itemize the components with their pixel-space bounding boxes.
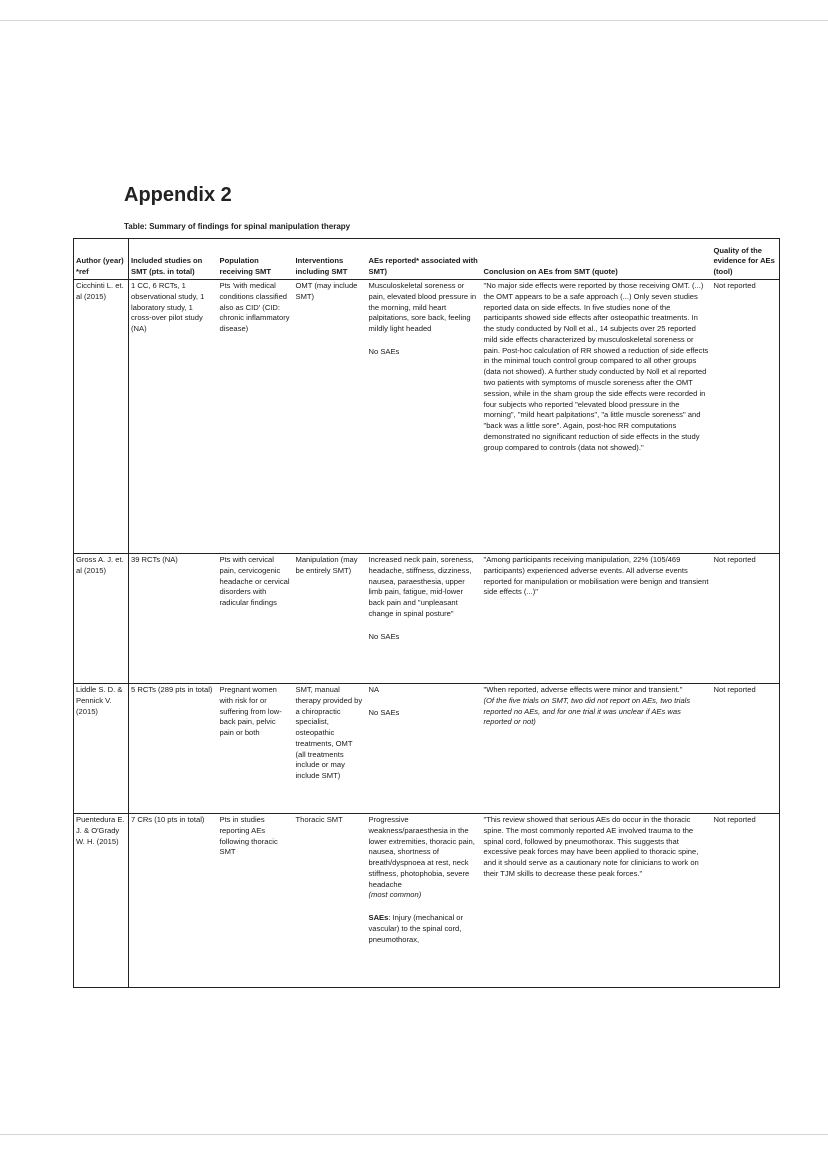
page-title: Appendix 2 — [124, 184, 232, 206]
conclusion-note: (Of the five trials on SMT, two did not report on AEs, two trials reported no AEs, and for one trial it was unclear if AEs was reported or not) — [483, 695, 691, 727]
cell-quality: Not reported — [712, 280, 780, 554]
cell-interventions: SMT, manual therapy provided by a chiropractic specialist, osteopathic treatments, OMT (all treatments include or may include SMT) — [294, 684, 367, 814]
cell-author: Liddle S. D. & Pennick V. (2015) — [74, 684, 129, 814]
table-caption: Table: Summary of findings for spinal manipulation therapy — [124, 222, 351, 231]
col-interventions: Interventions including SMT — [294, 239, 367, 280]
cell-population: Pts with cervical pain, cervicogenic headache or cervical disorders with radicular findings — [218, 554, 294, 684]
cell-author: Gross A. J. et. al (2015) — [74, 554, 129, 684]
saes-text: No SAEs — [368, 707, 400, 717]
table-row — [74, 814, 780, 988]
top-rule — [0, 20, 828, 21]
saes-detail: : Injury (mechanical or vascular) to the spinal cord, pneumothorax, — [368, 913, 464, 944]
conclusion-quote: "When reported, adverse effects were minor and transient." — [483, 685, 683, 694]
cell-interventions: OMT (may include SMT) — [294, 280, 367, 554]
table-row — [74, 554, 780, 684]
cell-studies: 1 CC, 6 RCTs, 1 observational study, 1 laboratory study, 1 cross-over pilot study (NA) — [129, 280, 218, 554]
cell-conclusion: "This review showed that serious AEs do occur in the thoracic spine. The most commonly reported AE involved trauma to the spinal cord, followed by pneumothorax. This suggests that excessive peak forces may have been applied to thoracic spine, and it should serve as a cautionary note for clinicians to work on their TJM skills to decrease these peak forces." — [483, 815, 699, 878]
cell-aes — [367, 280, 482, 554]
cell-aes — [367, 814, 482, 988]
saes-text: No SAEs — [368, 631, 400, 641]
table-header-row — [74, 239, 780, 280]
cell-interventions: Manipulation (may be entirely SMT) — [294, 554, 367, 684]
cell-conclusion: "Among participants receiving manipulation, 22% (105/469 participants) experienced adverse events. All adverse events reported for manipulation or mobilisation were benign and transient side effects (...)" — [482, 554, 712, 684]
cell-population: Pts 'with medical conditions classified also as CID' (CID: chronic inflammatory disease) — [218, 280, 294, 554]
aes-text: Increased neck pain, soreness, headache, stiffness, dizziness, nausea, paraesthesia, upper limb pain, fatigue, mid-lower back pain and "unpleasant change in spinal posture" — [368, 555, 474, 618]
cell-population: Pts in studies reporting AEs following thoracic SMT — [219, 815, 278, 857]
aes-text: NA — [368, 685, 380, 694]
aes-note: (most common) — [368, 890, 422, 900]
table-row — [74, 280, 780, 554]
cell-population: Pregnant women with risk for or suffering from low-back pain, pelvic pain or both — [218, 684, 294, 814]
cell-studies: 39 RCTs (NA) — [129, 554, 218, 684]
col-author: Author (year) *ref — [74, 239, 129, 280]
cell-studies: 7 CRs (10 pts in total) — [131, 815, 205, 824]
cell-author: Puentedura E. J. & O'Grady W. H. (2015) — [74, 814, 129, 988]
col-aes: AEs reported* associated with SMT) — [367, 239, 482, 280]
cell-quality: Not reported — [712, 554, 780, 684]
cell-conclusion — [482, 684, 712, 814]
cell-quality: Not reported — [713, 815, 756, 824]
aes-text: Progressive weakness/paraesthesia in the lower extremities, thoracic pain, nausea, shortness of breath/dyspnoea at rest, neck stiffness, photophobia, severe headache — [368, 815, 475, 889]
cell-author: Cicchinti L. et. al (2015) — [74, 280, 129, 554]
cell-aes — [367, 684, 482, 814]
col-conclusion: Conclusion on AEs from SMT (quote) — [482, 239, 712, 280]
col-population: Population receiving SMT — [218, 239, 294, 280]
col-quality: Quality of the evidence for AEs (tool) — [712, 239, 780, 280]
cell-studies: 5 RCTs (289 pts in total) — [129, 684, 218, 814]
table-row — [74, 684, 780, 814]
col-studies: Included studies on SMT (pts. in total) — [129, 239, 218, 280]
saes-label: SAEs — [368, 913, 389, 923]
cell-interventions: Thoracic SMT — [295, 815, 343, 824]
aes-text: Musculoskeletal soreness or pain, elevated blood pressure in the morning, mild heart palpitations, sore back, feeling mildly light headed — [368, 281, 477, 334]
cell-quality: Not reported — [712, 684, 780, 814]
saes-text — [369, 913, 480, 945]
cell-aes — [367, 554, 482, 684]
cell-conclusion: "No major side effects were reported by those receiving OMT. (...) the OMT appears to be a safe approach (...) Only seven studies reported data on side effects. In five studies none of the participants showed side effects after osteopathic treatments. In the study conducted by Noll et al., 14 subjects over 25 reported mild side effects characterized by musculoskeletal soreness or pain. Post-hoc calculation of RR showed a reduction of side effects in the minimal touch control group compared to all other groups (data not showed). A further study conducted by Noll et al reported two patients with symptoms of muscle soreness after the OMT session, while in the sham group the side effects were recorded in four subjects who reported "elevated blood pressure in the morning", "mild heart palpitations", "a little muscle soreness" and "back was a little sore". Again, post-hoc RR computations demonstrated no significant reduction of side effects in the study group compared to controls (data not showed)." — [482, 280, 712, 554]
bottom-rule — [0, 1134, 828, 1135]
findings-table — [73, 238, 780, 988]
saes-text: No SAEs — [368, 346, 400, 356]
